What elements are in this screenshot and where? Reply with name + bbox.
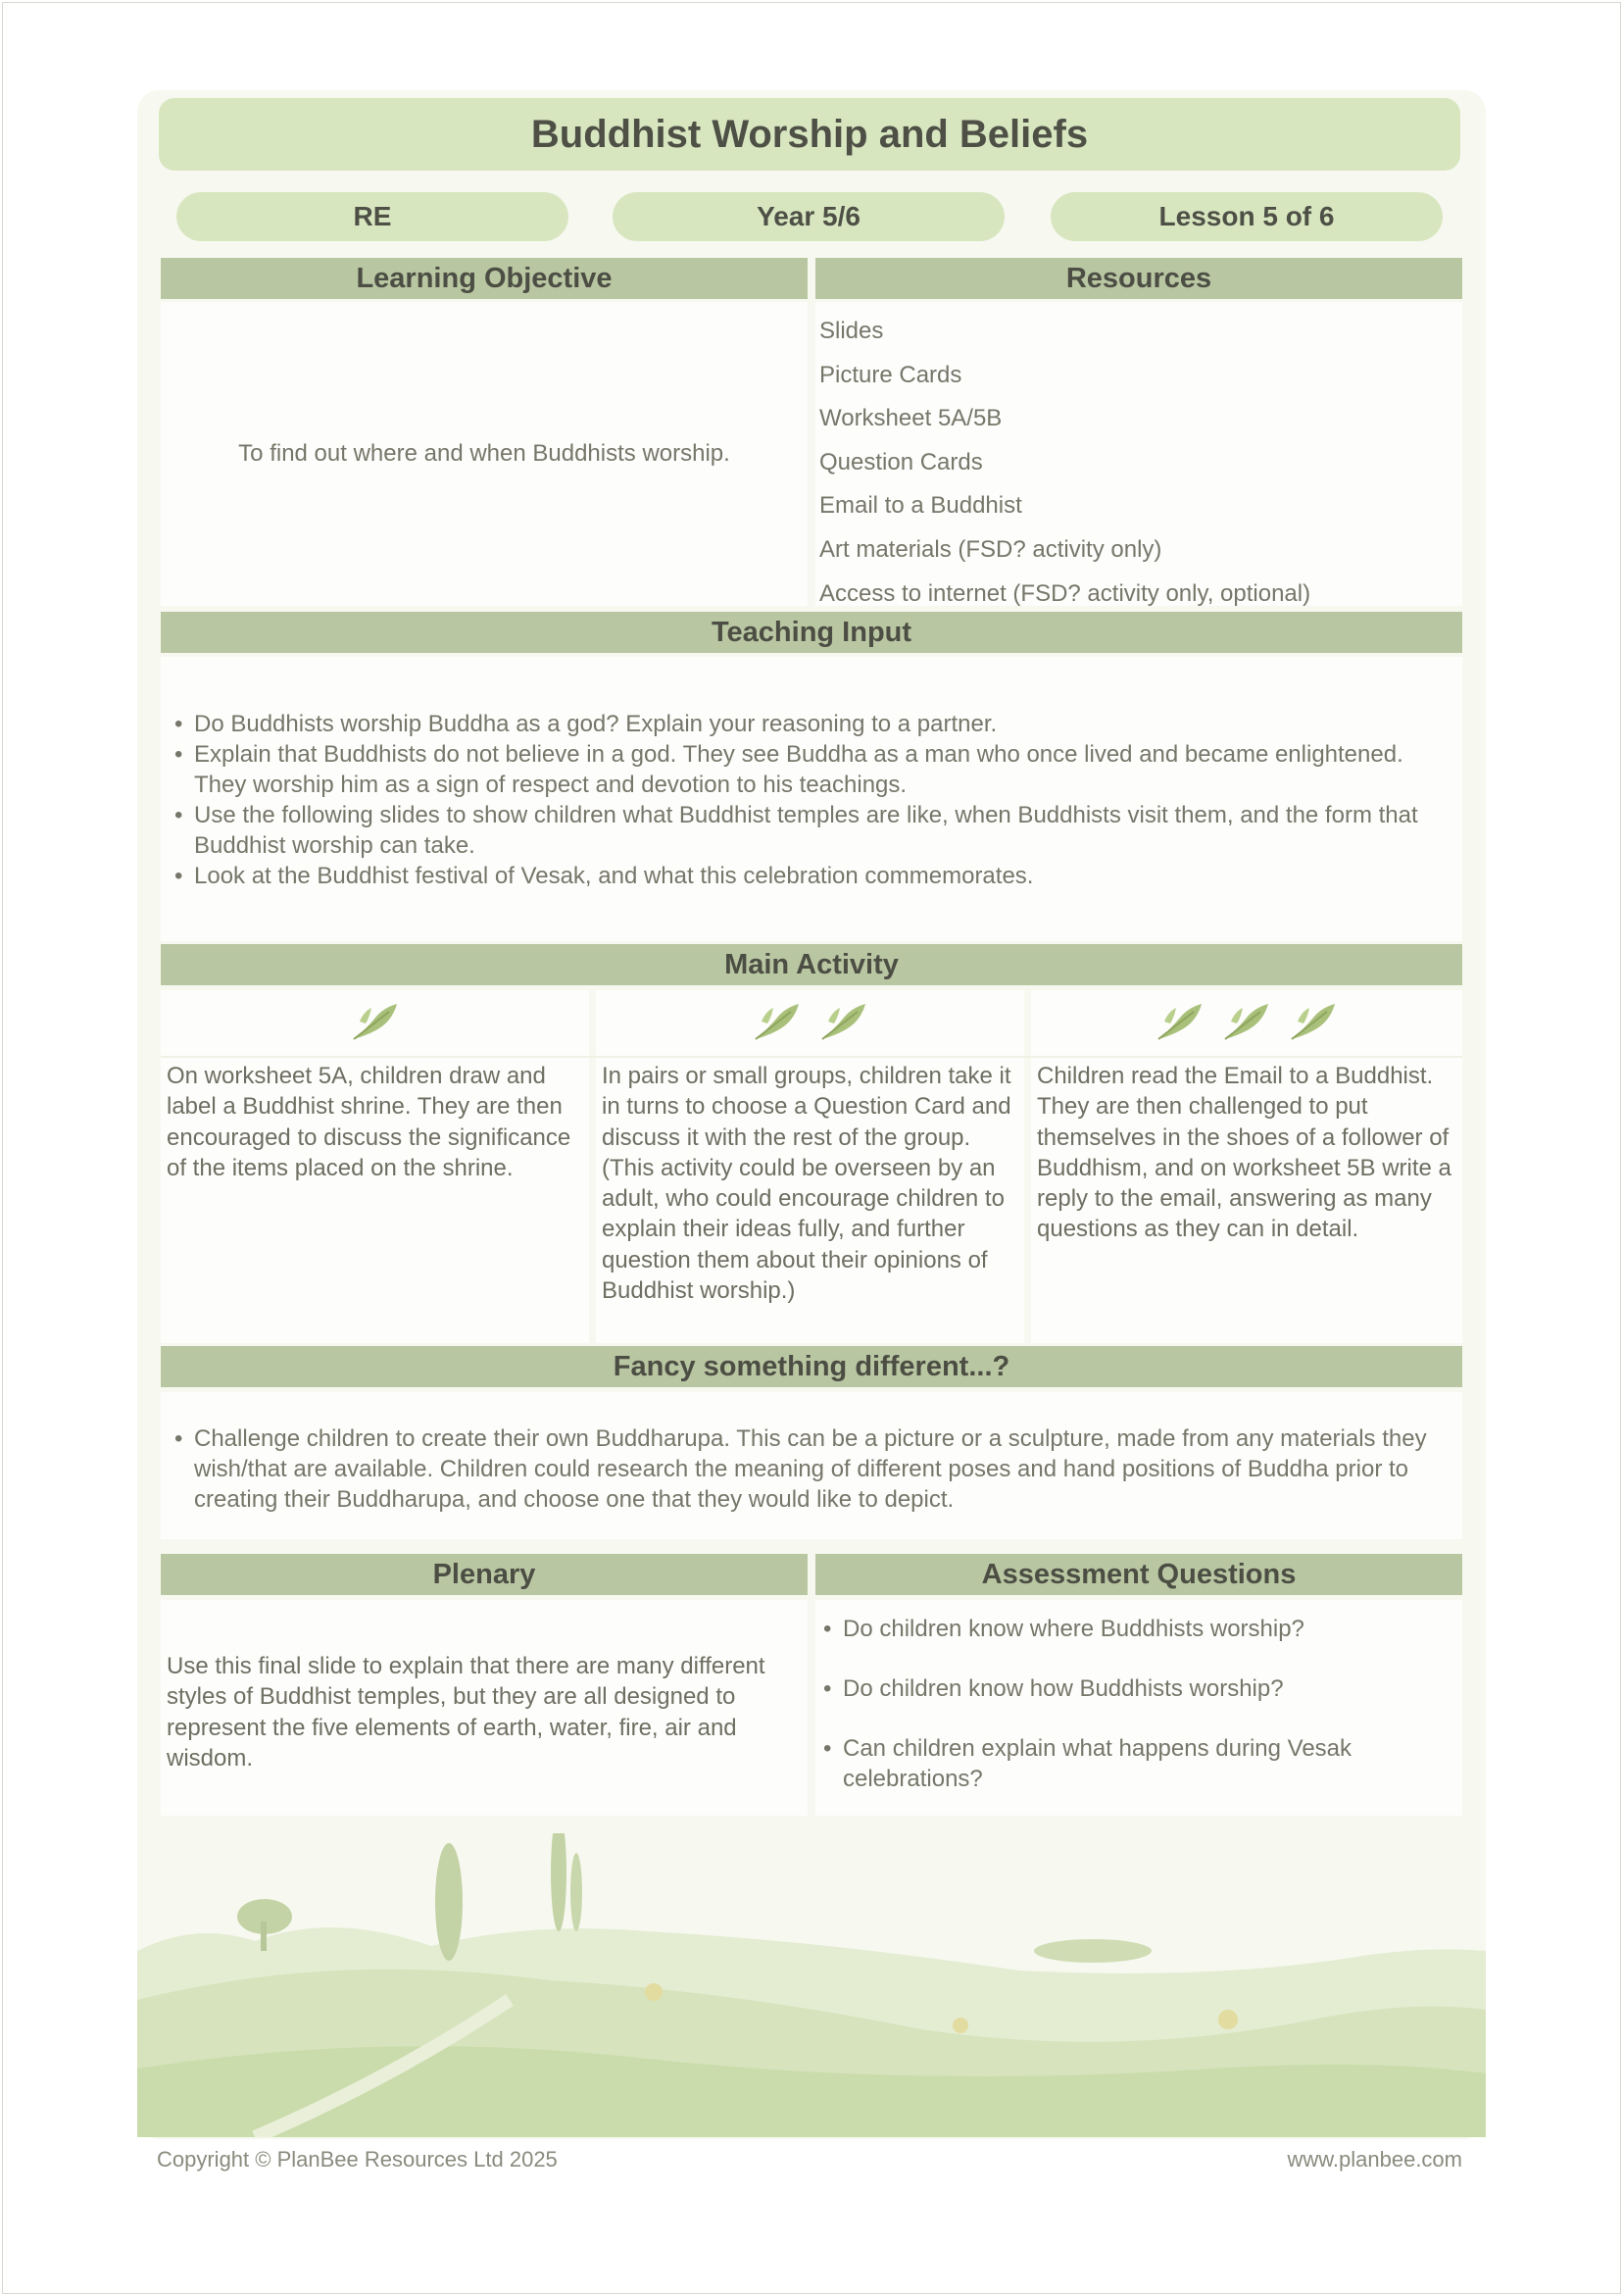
main-activity-header: Main Activity bbox=[161, 944, 1462, 985]
activity-text-2: In pairs or small groups, children take it in turns to choose a Question Card and discuss it with the rest of the group. (This activity could be overseen by an adult, who could encourage children to explain their ideas fully, and further question them about their opinions of Buddhist worship.) bbox=[602, 1063, 1011, 1305]
resource-item: Picture Cards bbox=[819, 361, 962, 388]
assessment-list bbox=[817, 1614, 1452, 1794]
assessment-item: • Can children explain what happens during Vesak celebrations? bbox=[817, 1733, 1452, 1794]
activity-divider bbox=[161, 1056, 1462, 1058]
flower-icon bbox=[1218, 2010, 1238, 2029]
page-title: Buddhist Worship and Beliefs bbox=[159, 98, 1460, 171]
resource-item: Question Cards bbox=[819, 448, 983, 475]
difficulty-level-3 bbox=[1031, 992, 1462, 1053]
difficulty-level-2 bbox=[596, 992, 1024, 1053]
cypress-tree-icon bbox=[551, 1833, 566, 1931]
learning-objective-header: Learning Objective bbox=[161, 258, 808, 299]
resources-header: Resources bbox=[815, 258, 1462, 299]
fancy-header: Fancy something different...? bbox=[161, 1346, 1462, 1387]
resource-item: Access to internet (FSD? activity only, optional) bbox=[819, 579, 1311, 607]
plenary-box bbox=[161, 1600, 808, 1816]
leaf-icon bbox=[346, 1000, 405, 1045]
fancy-item: • Challenge children to create their own Buddharupa. This can be a picture or a sculpture, made from any materials they wish/that are available. Children could research the meaning of different poses and hand positions of Buddha prior to creating their Buddharupa, and choose one that they would like to depict. bbox=[169, 1423, 1451, 1515]
fancy-list bbox=[169, 1423, 1451, 1515]
plenary-header: Plenary bbox=[161, 1554, 808, 1595]
website-link[interactable]: www.planbee.com bbox=[1287, 2147, 1462, 2171]
activity-text-3: Children read the Email to a Buddhist. They are then challenged to put themselves in the shoes of a follower of Buddhism, and on worksheet 5B write a reply to the email, answering as many questions as they can in detail. bbox=[1037, 1063, 1451, 1243]
teaching-input-list bbox=[169, 709, 1451, 891]
flower-icon bbox=[645, 1983, 663, 2001]
fancy-box bbox=[161, 1392, 1462, 1539]
subject-pill: RE bbox=[176, 192, 568, 241]
resource-item: Worksheet 5A/5B bbox=[819, 405, 1003, 432]
teaching-input-item: • Do Buddhists worship Buddha as a god? Explain your reasoning to a partner. bbox=[169, 709, 1451, 739]
teaching-input-header: Teaching Input bbox=[161, 612, 1462, 653]
leaf-icon bbox=[748, 1000, 807, 1045]
leaf-icon bbox=[814, 1000, 873, 1045]
difficulty-level-1 bbox=[161, 992, 589, 1053]
landscape-illustration bbox=[137, 1833, 1486, 2137]
plenary-text: Use this final slide to explain that there are many different styles of Buddhist temples, but they are all designed to represent the five elements of earth, water, fire, air and wisdom. bbox=[167, 1653, 765, 1772]
cypress-tree-icon bbox=[435, 1843, 463, 1961]
resources-box bbox=[815, 302, 1462, 606]
resource-item: Art materials (FSD? activity only) bbox=[819, 535, 1162, 563]
teaching-input-item: • Look at the Buddhist festival of Vesak, and what this celebration commemorates. bbox=[169, 861, 1451, 891]
teaching-input-item: • Explain that Buddhists do not believe in a god. They see Buddha as a man who once lived and became enlightened. They worship him as a sign of respect and devotion to his teachings. bbox=[169, 739, 1451, 800]
activity-text-1: On worksheet 5A, children draw and label a Buddhist shrine. They are then encouraged to discuss the significance of the items placed on the shrine. bbox=[167, 1063, 571, 1181]
resources-list bbox=[819, 302, 1462, 616]
teaching-input-box bbox=[161, 657, 1462, 941]
assessment-item: • Do children know where Buddhists worship? bbox=[817, 1614, 1452, 1644]
flower-icon bbox=[953, 2018, 968, 2033]
assessment-header: Assessment Questions bbox=[815, 1554, 1462, 1595]
resource-item: Slides bbox=[819, 318, 884, 344]
leaf-icon bbox=[1217, 1000, 1276, 1045]
learning-objective-text: To find out where and when Buddhists worship. bbox=[238, 440, 730, 467]
leaf-icon bbox=[1284, 1000, 1343, 1045]
lesson-pill: Lesson 5 of 6 bbox=[1051, 192, 1443, 241]
leaf-icon bbox=[1151, 1000, 1209, 1045]
assessment-item: • Do children know how Buddhists worship? bbox=[817, 1673, 1452, 1704]
year-pill: Year 5/6 bbox=[613, 192, 1005, 241]
learning-objective-box bbox=[161, 302, 808, 606]
resource-item: Email to a Buddhist bbox=[819, 492, 1022, 520]
copyright-text: Copyright © PlanBee Resources Ltd 2025 bbox=[157, 2147, 558, 2171]
assessment-box bbox=[815, 1600, 1462, 1816]
teaching-input-item: • Use the following slides to show children what Buddhist temples are like, when Buddhists visit them, and the form that Buddhist worship can take. bbox=[169, 800, 1451, 861]
